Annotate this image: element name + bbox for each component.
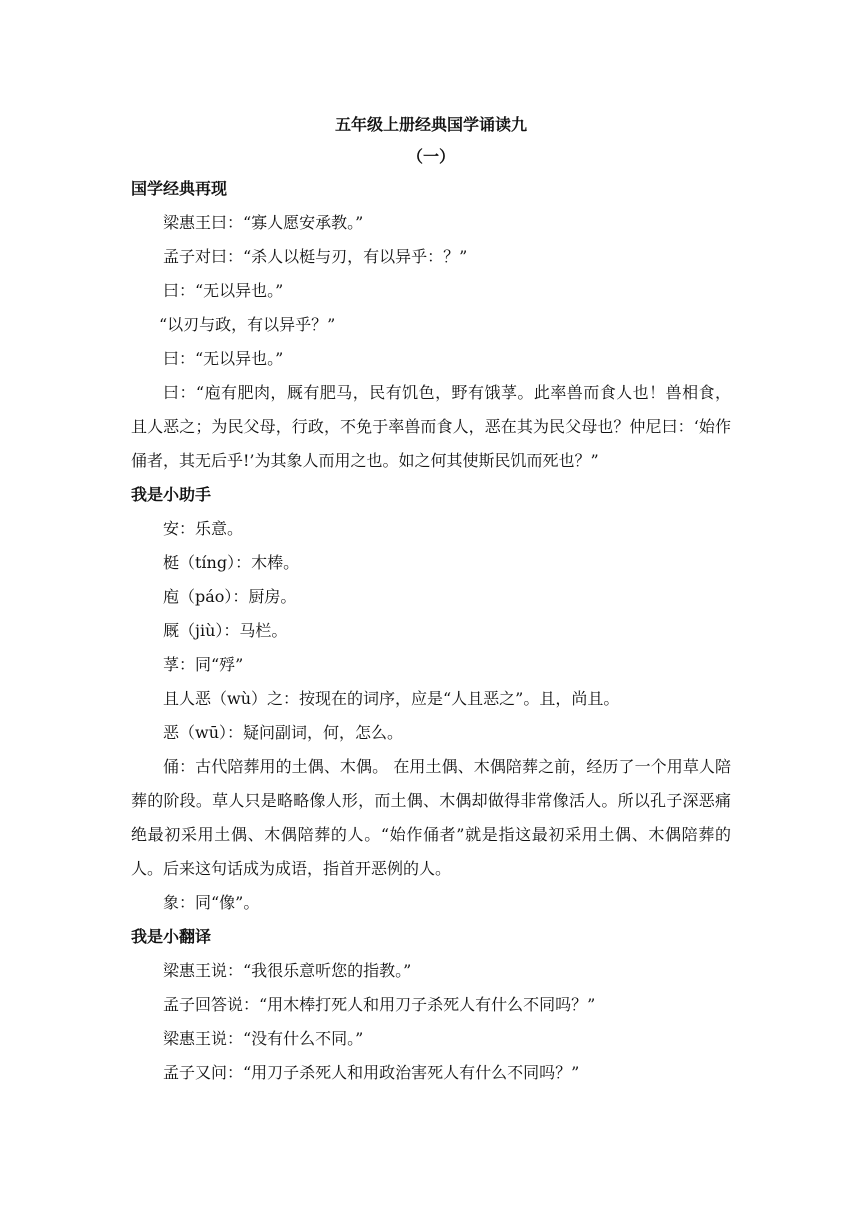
note-item: 厩（jiù）：马栏。 — [163, 621, 288, 640]
note-item: 梃（tíng）：木棒。 — [163, 553, 300, 572]
section-heading: 我是小翻译 — [131, 927, 212, 946]
note-item: 安：乐意。 — [163, 519, 244, 538]
note-item: 俑：古代陪葬用的土偶、木偶。 在用土偶、木偶陪葬之前，经历了一个用草人陪葬的阶段。草人只是略略像人形，而土偶、木偶却做得非常像活人。所以孔子深恶痛绝最初采用土偶、木偶陪葬的人。“始作俑者”就是指这最初采用土偶、木偶陪葬的人。后来这句话成为成语，指首开恶例的人。 — [131, 757, 731, 878]
paragraph: 曰：“无以异也。” — [163, 281, 284, 300]
paragraph: 曰：“庖有肥肉，厩有肥马，民有饥色，野有饿莩。此率兽而食人也！兽相食，且人恶之；为民父母，行政，不免于率兽而食人，恶在其为民父母也？仲尼曰：‘始作俑者，其无后乎!’为其象人而用之也。如之何其使斯民饥而死也？” — [131, 383, 731, 470]
section-translation — [131, 920, 731, 1090]
section-notes — [131, 478, 731, 920]
note-item: 莩：同“殍” — [163, 655, 244, 674]
section-classic-text — [131, 172, 731, 478]
paragraph: 孟子对曰：“杀人以梃与刃，有以异乎：？” — [163, 247, 468, 266]
note-item: 且人恶（wù）之：按现在的词序，应是“人且恶之”。且，尚且。 — [163, 689, 620, 708]
paragraph: 梁惠王曰：“寡人愿安承教。” — [163, 213, 364, 232]
note-item: 象：同“像”。 — [163, 893, 260, 912]
paragraph: 梁惠王说：“没有什么不同。” — [163, 1029, 364, 1048]
section-heading: 我是小助手 — [131, 485, 212, 504]
paragraph: 曰：“无以异也。” — [163, 349, 284, 368]
note-item: 恶（wū）：疑问副词，何，怎么。 — [163, 723, 404, 742]
paragraph: “以刃与政，有以异乎？” — [159, 315, 336, 334]
note-item: 庖（páo）：厨房。 — [163, 587, 297, 606]
document-subtitle: （一） — [406, 147, 455, 166]
paragraph: 孟子回答说：“用木棒打死人和用刀子杀死人有什么不同吗？” — [163, 995, 596, 1014]
paragraph: 梁惠王说：“我很乐意听您的指教。” — [163, 961, 412, 980]
document-body — [131, 110, 731, 1090]
section-heading: 国学经典再现 — [131, 179, 228, 198]
paragraph: 孟子又问：“用刀子杀死人和用政治害死人有什么不同吗？” — [163, 1063, 580, 1082]
document-title: 五年级上册经典国学诵读九 — [334, 115, 527, 134]
